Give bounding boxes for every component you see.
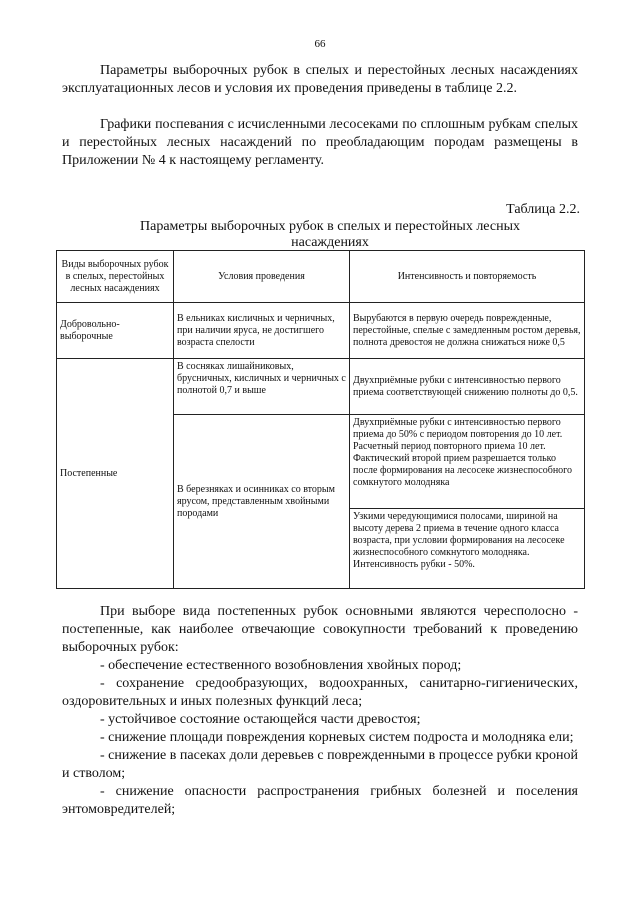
- cell-intensity: Узкими чередующимися полосами, шириной на высоту дерева 2 приема в течение одного класса возраста, при условии формирования на лесосеке жизнеспособного сомкнутого молодняка. Интенсивность рубки - 50%.: [350, 509, 585, 589]
- cell-conditions: В ельниках кисличных и черничных, при наличии яруса, не достигшего возраста спелости: [174, 303, 350, 359]
- cell-conditions: В сосняках лишайниковых, брусничных, кисличных и черничных с полнотой 0,7 и выше: [174, 359, 350, 415]
- cell-type: Добровольно-выборочные: [57, 303, 174, 359]
- list-item: - снижение в пасеках доли деревьев с поврежденными в процессе рубки кроной и стволом;: [62, 748, 578, 781]
- header-type: Виды выборочных рубок в спелых, перестойных лесных насаждениях: [57, 251, 174, 303]
- cell-type: Постепенные: [57, 359, 174, 589]
- table-label: Таблица 2.2.: [506, 202, 580, 217]
- table-row: [57, 303, 585, 359]
- intro-paragraph-2: Графики поспевания с исчисленными лесосеками по сплошным рубкам спелых и перестойных лесных насаждений по преобладающим породам размещены в Приложении № 4 к настоящему регламенту.: [62, 117, 578, 168]
- table-title: Параметры выборочных рубок в спелых и перестойных лесных насаждениях: [140, 219, 520, 250]
- header-conditions: Условия проведения: [174, 251, 350, 303]
- cell-intensity: Двухприёмные рубки с интенсивностью первого приема до 50% с периодом повторения до 10 лет. Расчетный период повторного приема 10 лет. Фактический второй прием разрешается только после формирования на лесосеке жизнеспособного сомкнутого молодняка: [350, 415, 585, 509]
- page-number: 66: [314, 38, 326, 50]
- post-table-lead: При выборе вида постепенных рубок основными являются чересполосно - постепенные, как наиболее отвечающие совокупности требований к проведению выборочных рубок:: [62, 604, 578, 655]
- table-header-row: [57, 251, 585, 303]
- list-item: - снижение площади повреждения корневых систем подроста и молодняка ели;: [100, 730, 574, 745]
- cell-conditions: В березняках и осинниках со вторым ярусом, представленным хвойными породами: [174, 415, 350, 589]
- header-intensity: Интенсивность и повторяемость: [350, 251, 585, 303]
- intro-paragraph-1: Параметры выборочных рубок в спелых и перестойных лесных насаждениях эксплуатационных лесов и условия их проведения приведены в таблице 2.2.: [62, 63, 578, 96]
- list-item: - устойчивое состояние остающейся части древостоя;: [100, 712, 421, 727]
- cell-intensity: Двухприёмные рубки с интенсивностью первого приема соответствующей снижению полноты до 0,5.: [350, 359, 585, 415]
- list-item: - сохранение средообразующих, водоохранных, санитарно-гигиенических, оздоровительных и иных полезных функций леса;: [62, 676, 578, 709]
- list-item: - снижение опасности распространения грибных болезней и поселения энтомовредителей;: [62, 784, 578, 817]
- parameters-table: [56, 250, 585, 589]
- post-table-section: [62, 603, 578, 819]
- list-item: - обеспечение естественного возобновления хвойных пород;: [100, 658, 462, 673]
- table-row: [57, 359, 585, 415]
- cell-intensity: Вырубаются в первую очередь поврежденные, перестойные, спелые с замедленным ростом деревья, полнота древостоя не должна снижаться ниже 0,5: [350, 303, 585, 359]
